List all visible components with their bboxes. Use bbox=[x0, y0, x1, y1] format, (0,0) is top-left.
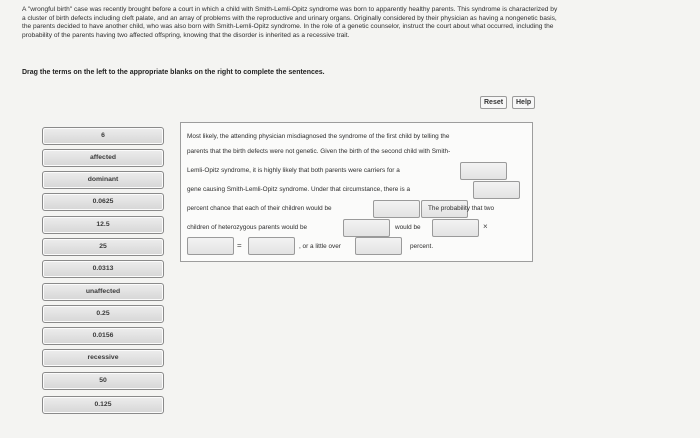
blank-8[interactable] bbox=[248, 237, 295, 255]
blank-2[interactable] bbox=[473, 181, 520, 199]
question-line: probability of the parents having two affected offspring, knowing that the disorder is inherited as a recessive trait. bbox=[22, 31, 350, 39]
term-dominant[interactable]: dominant bbox=[42, 171, 164, 189]
times-icon: × bbox=[483, 222, 488, 231]
equals-icon: = bbox=[237, 241, 242, 250]
term-6[interactable]: 6 bbox=[42, 127, 164, 145]
term-0.0156[interactable]: 0.0156 bbox=[42, 327, 164, 345]
question-line: A "wrongful birth" case was recently brought before a court in which a child with Smith-Lemli-Opitz syndrome was born to apparently healthy parents. This syndrome is characterized by bbox=[22, 6, 558, 13]
question-line: the parents decided to have another child, who was also born with Smith-Lemli-Opitz syndrome. In the role of a genetic counselor, instruct the court about what occurred, including the bbox=[22, 23, 554, 31]
help-button[interactable]: Help bbox=[512, 96, 535, 109]
passage-line: Lemli-Opitz syndrome, it is highly likely that both parents were carriers for a bbox=[187, 167, 400, 174]
instruction-text: Drag the terms on the left to the appropriate blanks on the right to complete the sentences. bbox=[22, 69, 325, 76]
term-unaffected[interactable]: unaffected bbox=[42, 283, 164, 301]
passage-line: percent chance that each of their children would be bbox=[187, 205, 332, 212]
passage-line: percent. bbox=[410, 243, 434, 250]
reset-button[interactable]: Reset bbox=[480, 96, 507, 109]
passage-line: , or a little over bbox=[299, 243, 341, 250]
passage-line: Most likely, the attending physician misdiagnosed the syndrome of the first child by telling the bbox=[187, 133, 450, 140]
passage-line: children of heterozygous parents would be bbox=[187, 224, 308, 231]
blank-6[interactable] bbox=[432, 219, 479, 237]
term-0.0313[interactable]: 0.0313 bbox=[42, 260, 164, 278]
sentence-panel bbox=[180, 122, 533, 262]
blank-7[interactable] bbox=[187, 237, 234, 255]
blank-9[interactable] bbox=[355, 237, 402, 255]
term-50[interactable]: 50 bbox=[42, 372, 164, 390]
question-line: a cluster of birth defects including cleft palate, and an array of problems with the reproductive and urinary organs. Originally considered by their physician as having a nongenetic basis, bbox=[22, 14, 557, 22]
term-recessive[interactable]: recessive bbox=[42, 349, 164, 367]
term-0.25[interactable]: 0.25 bbox=[42, 305, 164, 323]
term-25[interactable]: 25 bbox=[42, 238, 164, 256]
term-12.5[interactable]: 12.5 bbox=[42, 216, 164, 234]
term-0.125[interactable]: 0.125 bbox=[42, 396, 164, 414]
blank-1[interactable] bbox=[460, 162, 507, 180]
passage-line: parents that the birth defects were not genetic. Given the birth of the second child with Smith- bbox=[187, 148, 451, 155]
blank-5[interactable] bbox=[343, 219, 390, 237]
term-0.0625[interactable]: 0.0625 bbox=[42, 193, 164, 211]
term-affected[interactable]: affected bbox=[42, 149, 164, 167]
passage-line: would be bbox=[395, 224, 421, 231]
passage-line: gene causing Smith-Lemli-Opitz syndrome. Under that circumstance, there is a bbox=[187, 186, 411, 193]
blank-3[interactable] bbox=[373, 200, 420, 218]
question-text bbox=[22, 6, 682, 40]
passage-line: The probability that two bbox=[428, 205, 495, 212]
